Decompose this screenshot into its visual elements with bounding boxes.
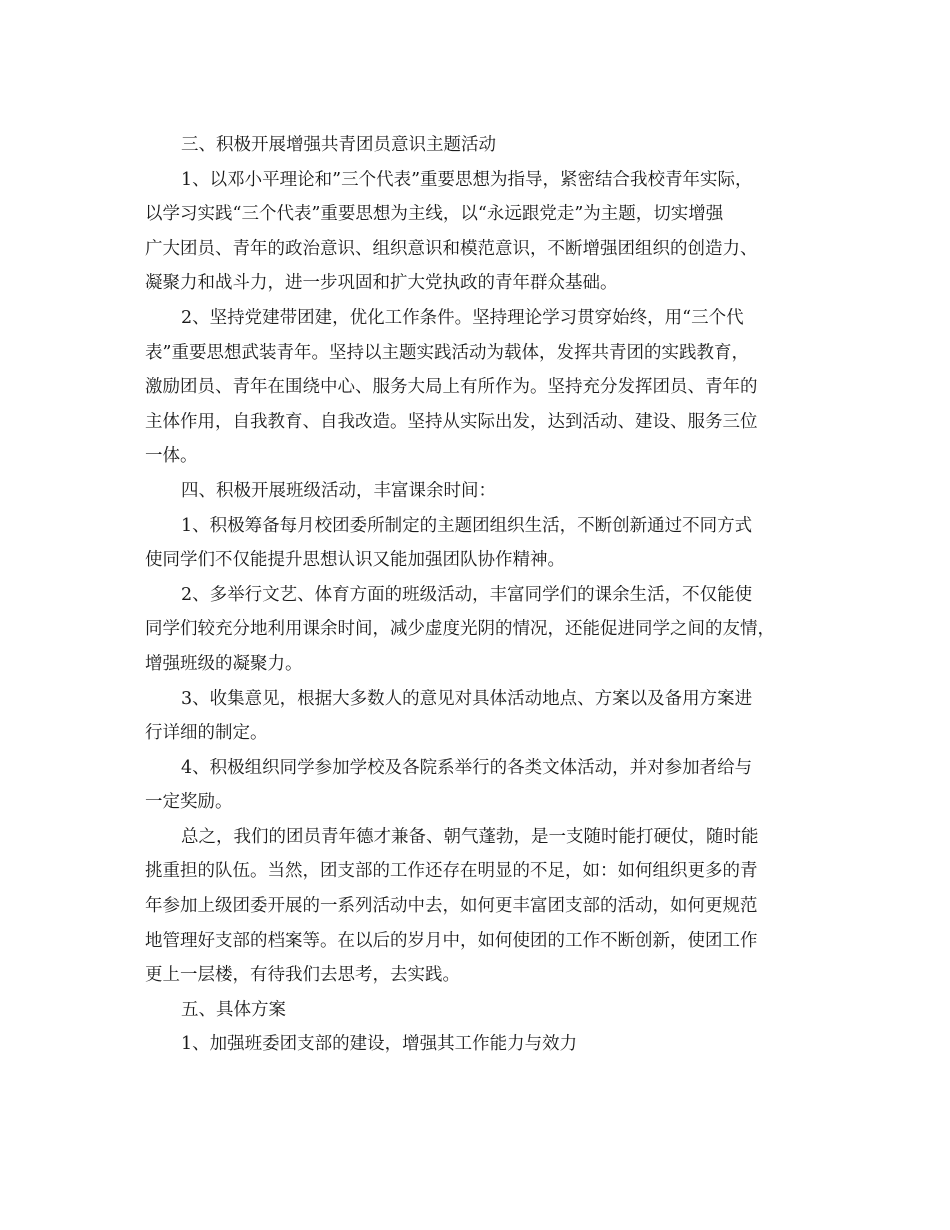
text-line: 四、积极开展班级活动，丰富课余时间：	[181, 480, 496, 501]
text-line: 一定奖励。	[145, 792, 233, 813]
text-line: 主体作用，自我教育、自我改造。坚持从实际出发，达到活动、建设、服务三位	[145, 411, 758, 432]
text-line: 五、具体方案	[181, 999, 286, 1020]
text-line: 1、以邓小平理论和”三个代表”重要思想为指导，紧密结合我校青年实际，	[181, 169, 753, 190]
text-line: 激励团员、青年在围绕中心、服务大局上有所作为。坚持充分发挥团员、青年的	[145, 377, 758, 398]
text-line: 2、多举行文艺、体育方面的班级活动，丰富同学们的课余生活，不仅能使	[181, 584, 753, 605]
text-line: 总之，我们的团员青年德才兼备、朝气蓬勃，是一支随时能打硬仗，随时能	[181, 826, 759, 847]
section-heading-4	[145, 474, 810, 509]
text-line: 1、积极筹备每月校团委所制定的主题团组织生活，不断创新通过不同方式	[181, 515, 753, 536]
text-line: 一体。	[145, 446, 198, 467]
text-line: 增强班级的凝聚力。	[145, 653, 303, 674]
text-line: 三、积极开展增强共青团员意识主题活动	[181, 135, 496, 155]
paragraph-4-4	[145, 751, 810, 820]
text-line: 地管理好支部的档案等。在以后的岁月中，如何使团的工作不断创新，使团工作	[145, 930, 758, 951]
text-line: 以学习实践“三个代表”重要思想为主线，以“永远跟党走”为主题，切实增强	[145, 204, 724, 225]
paragraph-summary	[145, 820, 810, 993]
text-line: 年参加上级团委开展的一系列活动中去，如何更丰富团支部的活动，如何更规范	[145, 896, 758, 917]
text-line: 挑重担的队伍。当然，团支部的工作还存在明显的不足，如：如何组织更多的青	[145, 861, 758, 882]
text-line: 凝聚力和战斗力，进一步巩固和扩大党执政的青年群众基础。	[145, 273, 618, 294]
text-line: 同学们较充分地利用课余时间，减少虚度光阴的情况，还能促进同学之间的友情，	[145, 619, 775, 640]
paragraph-3-2	[145, 301, 810, 474]
paragraph-4-2	[145, 578, 810, 682]
paragraph-5-1	[145, 1027, 810, 1062]
text-line: 广大团员、青年的政治意识、组织意识和模范意识，不断增强团组织的创造力、	[145, 238, 758, 259]
paragraph-4-3	[145, 682, 810, 751]
section-heading-5	[145, 993, 810, 1028]
text-line: 更上一层楼，有待我们去思考，去实践。	[145, 965, 460, 986]
text-line: 2、坚持党建带团建，优化工作条件。坚持理论学习贯穿始终，用“三个代	[181, 307, 744, 328]
paragraph-3-1	[145, 163, 810, 301]
text-line: 表”重要思想武装青年。坚持以主题实践活动为载体，发挥共青团的实践教育，	[145, 342, 749, 363]
paragraph-4-1	[145, 509, 810, 578]
text-line: 1、加强班委团支部的建设，增强其工作能力与效力	[181, 1034, 578, 1055]
text-line: 使同学们不仅能提升思想认识又能加强团队协作精神。	[145, 550, 565, 571]
document-body	[145, 128, 810, 1062]
section-heading-3	[145, 128, 810, 163]
text-line: 4、积极组织同学参加学校及各院系举行的各类文体活动，并对参加者给与	[181, 757, 753, 778]
text-line: 3、收集意见，根据大多数人的意见对具体活动地点、方案以及备用方案进	[181, 688, 753, 709]
text-line: 行详细的制定。	[145, 723, 268, 744]
